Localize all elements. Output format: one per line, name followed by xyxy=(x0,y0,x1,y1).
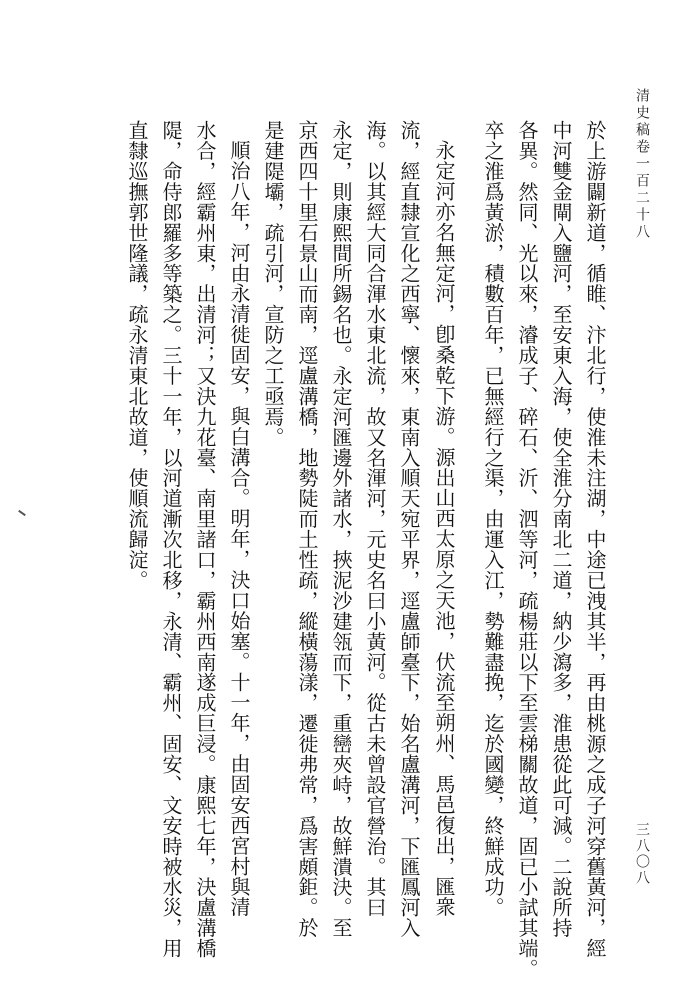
text-column-1: 於上游闢新道，循睢、汴北行，使淮未注湖，中途已洩其半，再由桃源之成子河穿舊黃河，經 xyxy=(583,120,607,959)
text-column-10: 是建隄壩，疏引河，宣防之工亟焉。 xyxy=(261,120,285,448)
text-column-13: 隄，命侍郎羅多等築之。三十一年，以河道漸次北移，永清、霸州、固安、文安時被水災，用 xyxy=(159,120,183,959)
text-column-3: 各異。然同、光以來，濬成子、碎石、沂、泗等河，疏楊莊以下至雲梯關故道，固已小試其端。 xyxy=(515,120,539,979)
text-column-14: 直隸巡撫郭世隆議，疏永清東北故道，使順流歸淀。 xyxy=(125,120,149,591)
text-column-9: 京西四十里石景山而南，逕盧溝橋，地勢陡而土性疏，縱橫蕩漾，遷徙弗常，爲害頗鉅。於 xyxy=(295,120,319,938)
page-number: 三八〇八 xyxy=(634,822,650,886)
text-column-8: 永定，則康熙間所錫名也。永定河匯邊外諸水，挾泥沙建瓴而下，重巒夾峙，故鮮潰決。至 xyxy=(329,120,353,938)
text-column-12: 水合，經霸州東，出清河；又決九花臺、南里諸口，霸州西南遂成巨浸。康熙七年，決盧溝橋 xyxy=(193,120,217,959)
text-column-6: 流，經直隸宣化之西寧、懷來，東南入順天宛平界，逕盧師臺下，始名盧溝河，下匯鳳河入 xyxy=(397,120,421,938)
text-column-11: 順治八年，河由永清徙固安，與白溝合。明年，決口始塞。十一年，由固安西宮村與清 xyxy=(227,140,251,918)
text-column-2: 中河雙金閘入鹽河，至安東入海，使全淮分南北二道，納少瀉多，淮患從此可減。二說所持 xyxy=(549,120,573,938)
text-column-4: 卒之淮爲黃淤，積數百年，已無經行之渠，由運入江，勢難盡挽，迄於國變，終鮮成功。 xyxy=(481,120,505,918)
text-column-7: 海。以其經大同合渾水東北流，故又名渾河，元史名曰小黃河。從古未曾設官營治。其曰 xyxy=(363,120,387,918)
text-column-5: 永定河亦名無定河，卽桑乾下游。源出山西太原之天池，伏流至朔州、馬邑復出，匯衆 xyxy=(432,140,456,918)
running-header: 清史稿卷一百二十八 xyxy=(634,88,650,241)
scan-mark xyxy=(18,510,26,516)
